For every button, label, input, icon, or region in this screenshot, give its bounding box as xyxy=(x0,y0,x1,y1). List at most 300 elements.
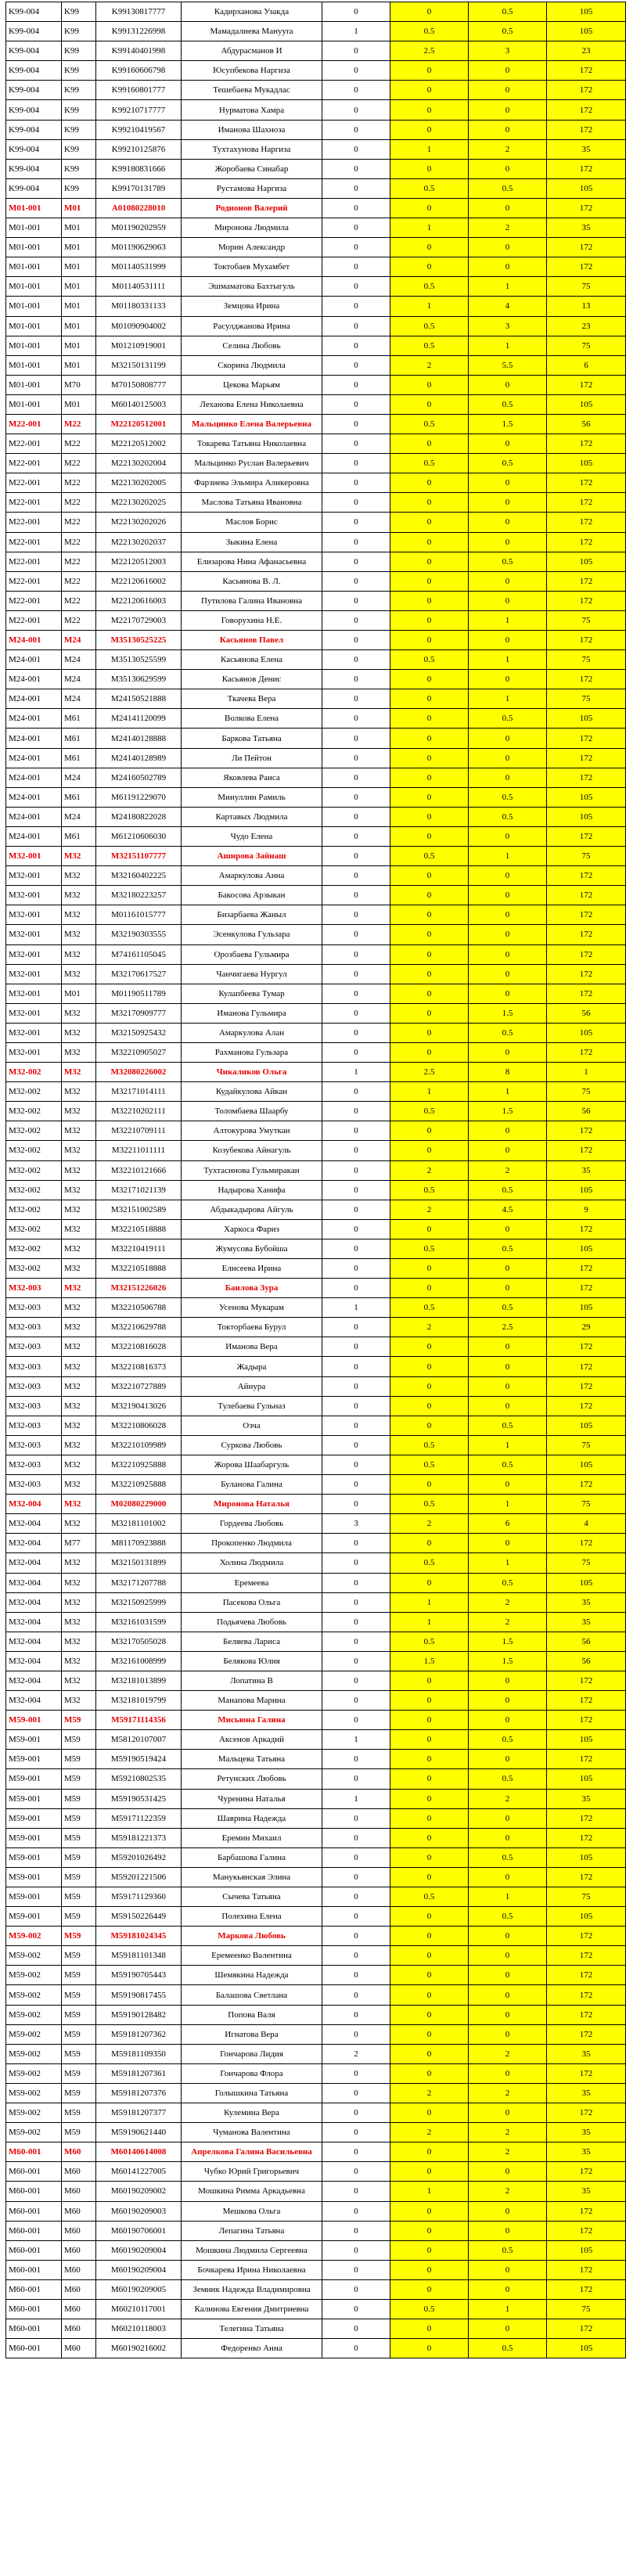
member-name-cell: Пасекова Ольга xyxy=(182,1592,322,1612)
group-code-cell: M24-001 xyxy=(6,807,62,826)
branch-cell: M59 xyxy=(62,1769,96,1789)
table-row xyxy=(6,866,626,886)
member-id-cell: M32170617527 xyxy=(96,964,182,984)
value-c-cell: 0 xyxy=(469,1927,547,1946)
value-b-cell: 0.5 xyxy=(390,22,469,41)
group-code-cell: M32-003 xyxy=(6,1396,62,1416)
value-b-cell: 0 xyxy=(390,768,469,787)
member-name-cell: Айнура xyxy=(182,1376,322,1396)
group-code-cell: M59-002 xyxy=(6,1927,62,1946)
table-row xyxy=(6,1475,626,1495)
table-row xyxy=(6,355,626,375)
table-row xyxy=(6,2339,626,2358)
member-id-cell: M22170729003 xyxy=(96,610,182,630)
member-id-cell: M59181207377 xyxy=(96,2103,182,2123)
value-a-cell: 0 xyxy=(322,81,390,100)
member-name-cell: Лепагина Татьяна xyxy=(182,2221,322,2240)
member-id-cell: M60210118003 xyxy=(96,2319,182,2339)
value-b-cell: 0 xyxy=(390,709,469,729)
table-row xyxy=(6,709,626,729)
member-id-cell: M32210506788 xyxy=(96,1298,182,1318)
value-c-cell: 1 xyxy=(469,277,547,297)
table-row xyxy=(6,905,626,925)
group-code-cell: M01-001 xyxy=(6,218,62,238)
branch-cell: M59 xyxy=(62,1966,96,1985)
table-row xyxy=(6,2182,626,2201)
group-code-cell: M32-002 xyxy=(6,1259,62,1279)
value-b-cell: 0 xyxy=(390,1927,469,1946)
member-id-cell: M22130202026 xyxy=(96,513,182,532)
branch-cell: M32 xyxy=(62,1396,96,1416)
member-id-cell: M59181207376 xyxy=(96,2083,182,2103)
group-code-cell: M59-002 xyxy=(6,1946,62,1966)
member-name-cell: Мошкина Людмила Сергеевна xyxy=(182,2240,322,2260)
table-row xyxy=(6,2201,626,2221)
table-row xyxy=(6,2279,626,2299)
value-c-cell: 0 xyxy=(469,2319,547,2339)
rank-cell: 172 xyxy=(547,198,626,218)
rank-cell: 172 xyxy=(547,1279,626,1298)
value-b-cell: 0 xyxy=(390,984,469,1003)
value-a-cell: 0 xyxy=(322,238,390,257)
group-code-cell: M32-003 xyxy=(6,1337,62,1357)
group-code-cell: M32-001 xyxy=(6,944,62,964)
value-c-cell: 1 xyxy=(469,1553,547,1573)
value-b-cell: 0.5 xyxy=(390,1298,469,1318)
value-c-cell: 0 xyxy=(469,61,547,81)
branch-cell: M59 xyxy=(62,1750,96,1769)
group-code-cell: M32-004 xyxy=(6,1691,62,1711)
member-id-cell: M32080226002 xyxy=(96,1063,182,1082)
value-b-cell: 0 xyxy=(390,238,469,257)
group-code-cell: M32-001 xyxy=(6,847,62,866)
group-code-cell: M59-001 xyxy=(6,1828,62,1847)
member-id-cell: M32170505028 xyxy=(96,1632,182,1651)
branch-cell: K99 xyxy=(62,139,96,159)
value-c-cell: 0.5 xyxy=(469,1416,547,1435)
value-b-cell: 0 xyxy=(390,2044,469,2063)
value-a-cell: 0 xyxy=(322,1711,390,1730)
member-id-cell: M24180822028 xyxy=(96,807,182,826)
group-code-cell: M32-001 xyxy=(6,984,62,1003)
member-name-cell: Касьянова В. Л. xyxy=(182,571,322,591)
value-a-cell: 0 xyxy=(322,631,390,650)
member-id-cell: M01140531999 xyxy=(96,257,182,277)
branch-cell: M32 xyxy=(62,1416,96,1435)
value-c-cell: 0.5 xyxy=(469,22,547,41)
group-code-cell: M22-001 xyxy=(6,532,62,552)
value-a-cell: 0 xyxy=(322,689,390,709)
group-code-cell: M22-001 xyxy=(6,552,62,571)
value-b-cell: 1 xyxy=(390,1082,469,1102)
rank-cell: 172 xyxy=(547,493,626,513)
member-name-cell: Сычева Татьяна xyxy=(182,1887,322,1907)
member-name-cell: Барбашова Галина xyxy=(182,1847,322,1867)
branch-cell: M22 xyxy=(62,454,96,473)
member-name-cell: Маслова Татьяна Ивановна xyxy=(182,493,322,513)
member-name-cell: Шаврина Надежда xyxy=(182,1808,322,1828)
rank-cell: 172 xyxy=(547,905,626,925)
member-name-cell: Земцова Ирина xyxy=(182,297,322,316)
group-code-cell: M22-001 xyxy=(6,513,62,532)
value-c-cell: 4 xyxy=(469,297,547,316)
member-id-cell: M22120616003 xyxy=(96,591,182,610)
branch-cell: M32 xyxy=(62,1279,96,1298)
member-name-cell: Чуренина Наталья xyxy=(182,1789,322,1808)
value-a-cell: 0 xyxy=(322,1691,390,1711)
value-b-cell: 0 xyxy=(390,807,469,826)
branch-cell: M01 xyxy=(62,198,96,218)
member-id-cell: K99130817777 xyxy=(96,2,182,22)
value-b-cell: 0 xyxy=(390,925,469,944)
member-name-cell: Мальцева Татьяна xyxy=(182,1750,322,1769)
table-row xyxy=(6,1298,626,1318)
value-c-cell: 0 xyxy=(469,1141,547,1160)
branch-cell: M32 xyxy=(62,1160,96,1180)
value-c-cell: 1 xyxy=(469,689,547,709)
member-id-cell: M32151107777 xyxy=(96,847,182,866)
member-name-cell: Бакосова Арзыкан xyxy=(182,886,322,905)
member-name-cell: Мамадалиева Мануyra xyxy=(182,22,322,41)
branch-cell: M32 xyxy=(62,1259,96,1279)
member-id-cell: M01090904002 xyxy=(96,316,182,336)
value-c-cell: 0 xyxy=(469,1376,547,1396)
rank-cell: 172 xyxy=(547,375,626,394)
value-c-cell: 0 xyxy=(469,768,547,787)
member-name-cell: Зыкина Елена xyxy=(182,532,322,552)
value-a-cell: 0 xyxy=(322,2162,390,2182)
branch-cell: M61 xyxy=(62,748,96,768)
table-row xyxy=(6,1219,626,1239)
group-code-cell: M59-001 xyxy=(6,1808,62,1828)
value-b-cell: 0.5 xyxy=(390,1239,469,1258)
branch-cell: M01 xyxy=(62,297,96,316)
table-row xyxy=(6,1063,626,1082)
value-a-cell: 1 xyxy=(322,22,390,41)
group-code-cell: M32-001 xyxy=(6,925,62,944)
member-id-cell: M22130202025 xyxy=(96,493,182,513)
group-code-cell: K99-004 xyxy=(6,120,62,139)
value-c-cell: 1.5 xyxy=(469,1651,547,1671)
member-id-cell: M01190511789 xyxy=(96,984,182,1003)
value-b-cell: 0 xyxy=(390,1711,469,1730)
member-id-cell: M59171114356 xyxy=(96,1711,182,1730)
branch-cell: M32 xyxy=(62,964,96,984)
value-a-cell: 0 xyxy=(322,1651,390,1671)
member-id-cell: M32161031599 xyxy=(96,1612,182,1632)
value-c-cell: 0 xyxy=(469,257,547,277)
branch-cell: M01 xyxy=(62,257,96,277)
value-b-cell: 0 xyxy=(390,552,469,571)
value-a-cell: 1 xyxy=(322,1298,390,1318)
member-id-cell: M32150925999 xyxy=(96,1592,182,1612)
group-code-cell: K99-004 xyxy=(6,178,62,198)
table-row xyxy=(6,689,626,709)
branch-cell: M59 xyxy=(62,2044,96,2063)
table-row xyxy=(6,670,626,689)
branch-cell: M32 xyxy=(62,1102,96,1121)
branch-cell: M59 xyxy=(62,1927,96,1946)
group-code-cell: K99-004 xyxy=(6,139,62,159)
group-code-cell: M59-002 xyxy=(6,2005,62,2024)
member-name-cell: Надырова Ханифа xyxy=(182,1180,322,1200)
group-code-cell: M32-004 xyxy=(6,1632,62,1651)
value-c-cell: 0 xyxy=(469,493,547,513)
table-row xyxy=(6,1789,626,1808)
group-code-cell: M59-002 xyxy=(6,2103,62,2123)
member-name-cell: Елисеева Ирина xyxy=(182,1259,322,1279)
value-b-cell: 0 xyxy=(390,2142,469,2162)
member-name-cell: Попова Валя xyxy=(182,2005,322,2024)
value-c-cell: 1 xyxy=(469,1887,547,1907)
branch-cell: M32 xyxy=(62,1553,96,1573)
group-code-cell: M60-001 xyxy=(6,2299,62,2319)
rank-cell: 172 xyxy=(547,1671,626,1690)
group-code-cell: M32-002 xyxy=(6,1082,62,1102)
value-b-cell: 0.5 xyxy=(390,1553,469,1573)
member-id-cell: M59210802535 xyxy=(96,1769,182,1789)
value-c-cell: 0 xyxy=(469,1671,547,1690)
branch-cell: M32 xyxy=(62,1612,96,1632)
value-a-cell: 0 xyxy=(322,1828,390,1847)
value-a-cell: 0 xyxy=(322,1121,390,1141)
rank-cell: 172 xyxy=(547,571,626,591)
value-c-cell: 1 xyxy=(469,650,547,670)
branch-cell: M22 xyxy=(62,591,96,610)
branch-cell: M60 xyxy=(62,2260,96,2279)
table-row xyxy=(6,1592,626,1612)
value-c-cell: 0 xyxy=(469,2221,547,2240)
value-a-cell: 0 xyxy=(322,1887,390,1907)
rank-cell: 172 xyxy=(547,81,626,100)
table-row xyxy=(6,1966,626,1985)
branch-cell: M60 xyxy=(62,2299,96,2319)
member-id-cell: K99210125876 xyxy=(96,139,182,159)
member-name-cell: Маркова Любовь xyxy=(182,1927,322,1946)
table-row xyxy=(6,2162,626,2182)
group-code-cell: M32-002 xyxy=(6,1219,62,1239)
group-code-cell: M32-001 xyxy=(6,964,62,984)
member-id-cell: M60140125003 xyxy=(96,394,182,414)
value-a-cell: 0 xyxy=(322,2005,390,2024)
group-code-cell: M24-001 xyxy=(6,768,62,787)
group-code-cell: M22-001 xyxy=(6,591,62,610)
value-a-cell: 1 xyxy=(322,1789,390,1808)
value-a-cell: 0 xyxy=(322,1376,390,1396)
group-code-cell: M59-001 xyxy=(6,1847,62,1867)
value-a-cell: 0 xyxy=(322,375,390,394)
member-id-cell: M32171014111 xyxy=(96,1082,182,1102)
group-code-cell: M22-001 xyxy=(6,610,62,630)
value-c-cell: 1.5 xyxy=(469,414,547,434)
member-id-cell: M60190209002 xyxy=(96,2182,182,2201)
table-row xyxy=(6,591,626,610)
value-a-cell: 0 xyxy=(322,355,390,375)
rank-cell: 172 xyxy=(547,1042,626,1062)
member-name-cell: Жумусова Бубойша xyxy=(182,1239,322,1258)
member-name-cell: Буланова Галина xyxy=(182,1475,322,1495)
value-a-cell: 0 xyxy=(322,100,390,120)
member-id-cell: M32181013899 xyxy=(96,1671,182,1690)
member-id-cell: M60190209004 xyxy=(96,2260,182,2279)
value-a-cell: 0 xyxy=(322,1927,390,1946)
group-code-cell: M01-001 xyxy=(6,316,62,336)
branch-cell: M59 xyxy=(62,2123,96,2142)
member-name-cell: Цекова Марьям xyxy=(182,375,322,394)
member-id-cell: M32210925888 xyxy=(96,1455,182,1474)
group-code-cell: M59-001 xyxy=(6,1907,62,1927)
rank-cell: 75 xyxy=(547,689,626,709)
member-name-cell: Холина Людмила xyxy=(182,1553,322,1573)
group-code-cell: M32-001 xyxy=(6,886,62,905)
rank-cell: 172 xyxy=(547,159,626,178)
rank-cell: 35 xyxy=(547,139,626,159)
branch-cell: M32 xyxy=(62,1691,96,1711)
value-c-cell: 0.5 xyxy=(469,552,547,571)
branch-cell: M24 xyxy=(62,689,96,709)
member-id-cell: M58120107007 xyxy=(96,1730,182,1750)
group-code-cell: M01-001 xyxy=(6,238,62,257)
member-name-cell: Амаркулова Анна xyxy=(182,866,322,886)
member-id-cell: M32151226026 xyxy=(96,1279,182,1298)
value-a-cell: 0 xyxy=(322,120,390,139)
value-b-cell: 0 xyxy=(390,1475,469,1495)
value-b-cell: 0 xyxy=(390,1121,469,1141)
table-row xyxy=(6,316,626,336)
member-name-cell: Кулемина Вера xyxy=(182,2103,322,2123)
member-name-cell: Прокопенко Людмила xyxy=(182,1534,322,1553)
rank-cell: 105 xyxy=(547,2339,626,2358)
value-b-cell: 0.5 xyxy=(390,1102,469,1121)
member-id-cell: M59190531425 xyxy=(96,1789,182,1808)
value-c-cell: 0 xyxy=(469,1219,547,1239)
value-c-cell: 0 xyxy=(469,1337,547,1357)
member-id-cell: M59190128482 xyxy=(96,2005,182,2024)
branch-cell: M22 xyxy=(62,610,96,630)
table-row xyxy=(6,2083,626,2103)
member-name-cell: Баркова Татьяна xyxy=(182,729,322,748)
value-a-cell: 0 xyxy=(322,297,390,316)
member-id-cell: M01190202959 xyxy=(96,218,182,238)
value-b-cell: 0 xyxy=(390,1337,469,1357)
value-c-cell: 0 xyxy=(469,120,547,139)
value-a-cell: 0 xyxy=(322,1082,390,1102)
member-name-cell: Елизарова Нина Афанасьевна xyxy=(182,552,322,571)
table-row xyxy=(6,394,626,414)
branch-cell: M32 xyxy=(62,1337,96,1357)
branch-cell: M59 xyxy=(62,1867,96,1887)
group-code-cell: M32-001 xyxy=(6,1023,62,1042)
table-row xyxy=(6,2123,626,2142)
member-id-cell: M22130202004 xyxy=(96,454,182,473)
member-id-cell: M32150131899 xyxy=(96,1553,182,1573)
member-name-cell: Полехина Елена xyxy=(182,1907,322,1927)
branch-cell: M60 xyxy=(62,2319,96,2339)
value-c-cell: 0.5 xyxy=(469,1298,547,1318)
value-a-cell: 0 xyxy=(322,336,390,355)
value-a-cell: 0 xyxy=(322,316,390,336)
group-code-cell: K99-004 xyxy=(6,159,62,178)
member-name-cell: Еремеенко Валентина xyxy=(182,1946,322,1966)
value-c-cell: 3 xyxy=(469,41,547,61)
group-code-cell: M59-001 xyxy=(6,1711,62,1730)
value-c-cell: 0.5 xyxy=(469,1573,547,1592)
member-name-cell: Алтокурова Умуткан xyxy=(182,1121,322,1141)
member-name-cell: Ткачева Вера xyxy=(182,689,322,709)
member-id-cell: M81170923888 xyxy=(96,1534,182,1553)
value-a-cell: 3 xyxy=(322,1514,390,1534)
branch-cell: M32 xyxy=(62,847,96,866)
member-id-cell: M59190621440 xyxy=(96,2123,182,2142)
member-id-cell: M32180223257 xyxy=(96,886,182,905)
branch-cell: M61 xyxy=(62,826,96,846)
member-id-cell: M32170909777 xyxy=(96,1003,182,1023)
member-id-cell: M32210419111 xyxy=(96,1239,182,1258)
rank-cell: 172 xyxy=(547,944,626,964)
value-c-cell: 0 xyxy=(469,2005,547,2024)
value-a-cell: 0 xyxy=(322,1102,390,1121)
member-name-cell: Абдурасманов И xyxy=(182,41,322,61)
table-row xyxy=(6,807,626,826)
member-name-cell: Балашова Светлана xyxy=(182,1985,322,2005)
rank-cell: 172 xyxy=(547,2005,626,2024)
value-c-cell: 1.5 xyxy=(469,1102,547,1121)
table-row xyxy=(6,41,626,61)
value-a-cell: 0 xyxy=(322,964,390,984)
rank-cell: 56 xyxy=(547,414,626,434)
group-code-cell: M01-001 xyxy=(6,198,62,218)
value-b-cell: 0 xyxy=(390,1966,469,1985)
value-b-cell: 0 xyxy=(390,944,469,964)
value-b-cell: 0 xyxy=(390,787,469,807)
member-name-cell: Касьянов Павел xyxy=(182,631,322,650)
value-b-cell: 0 xyxy=(390,1847,469,1867)
table-row xyxy=(6,297,626,316)
table-row xyxy=(6,1239,626,1258)
table-row xyxy=(6,552,626,571)
value-c-cell: 0.5 xyxy=(469,709,547,729)
value-b-cell: 0 xyxy=(390,1730,469,1750)
rank-cell: 105 xyxy=(547,552,626,571)
value-a-cell: 0 xyxy=(322,1534,390,1553)
rank-cell: 105 xyxy=(547,1573,626,1592)
branch-cell: M60 xyxy=(62,2279,96,2299)
value-a-cell: 0 xyxy=(322,944,390,964)
table-row xyxy=(6,1396,626,1416)
member-name-cell: Чанчигаева Нургул xyxy=(182,964,322,984)
group-code-cell: K99-004 xyxy=(6,2,62,22)
value-a-cell: 0 xyxy=(322,198,390,218)
rank-cell: 172 xyxy=(547,1867,626,1887)
value-c-cell: 0 xyxy=(469,2201,547,2221)
table-row xyxy=(6,1887,626,1907)
rank-cell: 75 xyxy=(547,1082,626,1102)
member-name-cell: Рустамова Наргиза xyxy=(182,178,322,198)
member-id-cell: M01140531111 xyxy=(96,277,182,297)
member-name-cell: Картавых Людмила xyxy=(182,807,322,826)
member-id-cell: M22130202037 xyxy=(96,532,182,552)
value-c-cell: 0.5 xyxy=(469,1730,547,1750)
member-name-cell: Токтобаев Мухамбет xyxy=(182,257,322,277)
value-b-cell: 2.5 xyxy=(390,41,469,61)
value-b-cell: 0 xyxy=(390,670,469,689)
value-a-cell: 0 xyxy=(322,886,390,905)
rank-cell: 75 xyxy=(547,847,626,866)
member-name-cell: Озча xyxy=(182,1416,322,1435)
member-id-cell: M59190705443 xyxy=(96,1966,182,1985)
table-row xyxy=(6,1455,626,1474)
value-a-cell: 0 xyxy=(322,1573,390,1592)
